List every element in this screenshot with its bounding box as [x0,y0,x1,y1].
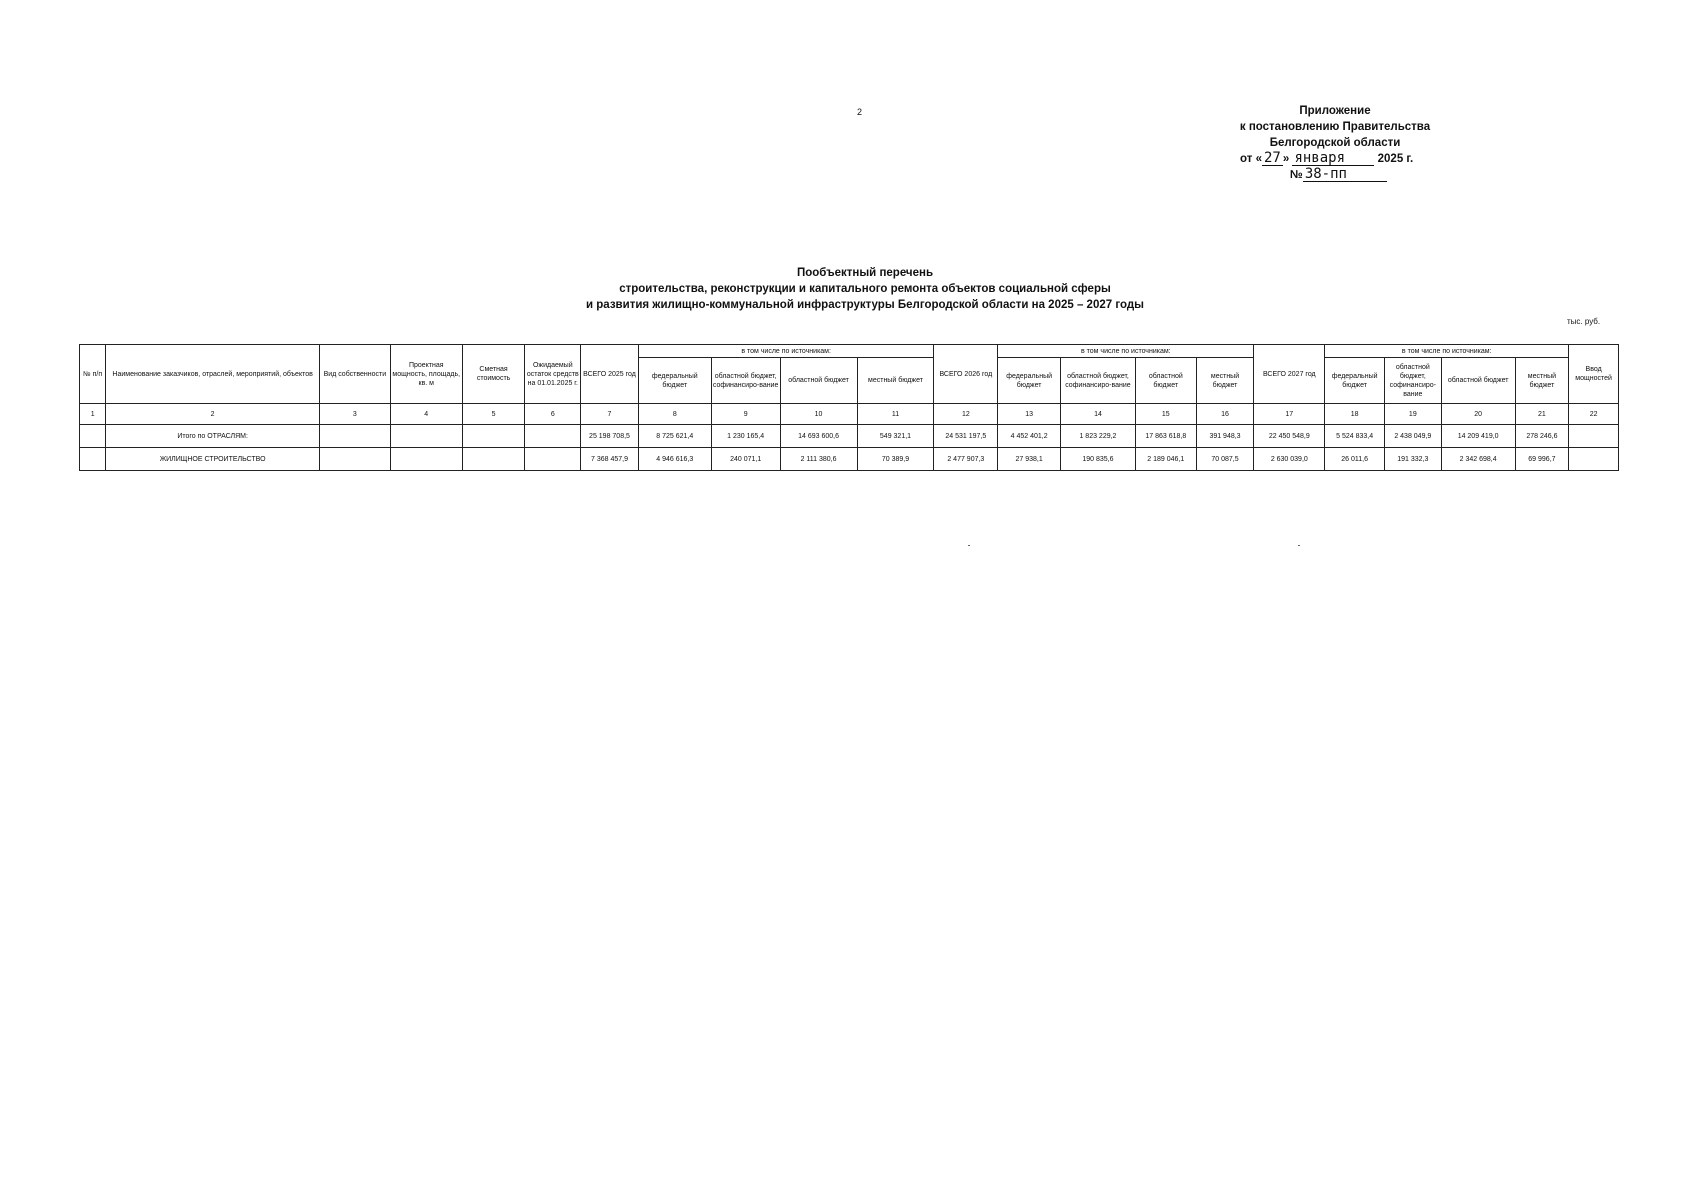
row-regional-2025: 14 693 600,6 [780,425,857,448]
header-ownership: Вид собственности [319,345,390,404]
appendix-line-2: к постановлению Правительства [1239,121,1431,133]
row-total-2027: 2 630 039,0 [1254,448,1325,471]
column-number: 17 [1254,404,1325,425]
header-regional-2027: областной бюджет [1441,358,1515,404]
units-label: тыс. руб. [1567,317,1601,326]
title-line-2: строительства, реконструкции и капитального ремонта объектов социальной сферы [619,283,1111,295]
row-local-2025: 549 321,1 [857,425,934,448]
header-total-2026: ВСЕГО 2026 год [934,345,998,404]
row-cofin-2027: 191 332,3 [1384,448,1441,471]
row-regional-2027: 2 342 698,4 [1441,448,1515,471]
row-name: Итого по ОТРАСЛЯМ: [106,425,320,448]
row-commissioning [1569,425,1619,448]
column-numbers-row [80,404,1619,425]
appendix-date [1230,151,1440,167]
row-num [80,448,106,471]
column-number: 10 [780,404,857,425]
row-local-2026: 391 948,3 [1196,425,1254,448]
row-federal-2026: 4 452 401,2 [998,425,1061,448]
column-number: 1 [80,404,106,425]
projects-table [79,344,1619,471]
row-regional-2026: 2 189 046,1 [1135,448,1196,471]
row-local-2026: 70 087,5 [1196,448,1254,471]
row-cofin-2026: 1 823 229,2 [1061,425,1136,448]
column-number: 15 [1135,404,1196,425]
date-month: января [1292,152,1374,166]
appendix-line-3: Белгородской области [1269,137,1401,149]
row-federal-2026: 27 938,1 [998,448,1061,471]
header-sources-2026: в том числе по источникам: [998,345,1254,358]
column-number: 3 [319,404,390,425]
column-number: 22 [1569,404,1619,425]
column-number: 6 [525,404,581,425]
row-remainder [525,425,581,448]
column-number: 19 [1384,404,1441,425]
row-local-2027: 278 246,6 [1515,425,1569,448]
header-federal-2027: федеральный бюджет [1325,358,1385,404]
table-row [80,448,1619,471]
number-prefix: № [1290,169,1303,181]
row-federal-2027: 26 011,6 [1325,448,1385,471]
row-regional-2027: 14 209 419,0 [1441,425,1515,448]
column-number: 12 [934,404,998,425]
row-num [80,425,106,448]
column-number: 5 [462,404,525,425]
row-local-2025: 70 389,9 [857,448,934,471]
column-number: 8 [638,404,711,425]
row-total-2026: 24 531 197,5 [934,425,998,448]
row-remainder [525,448,581,471]
header-total-2027: ВСЕГО 2027 год [1254,345,1325,404]
row-total-2026: 2 477 907,3 [934,448,998,471]
header-name: Наименование заказчиков, отраслей, мероприятий, объектов [106,345,320,404]
header-estimate: Сметная стоимость [462,345,525,404]
number-value: 38-пп [1303,168,1387,182]
column-number: 7 [581,404,639,425]
row-federal-2025: 4 946 616,3 [638,448,711,471]
appendix-number [1230,167,1440,183]
row-estimate [462,448,525,471]
header-local-2025: местный бюджет [857,358,934,404]
header-remainder: Ожидаемый остаток средств на 01.01.2025 г. [525,345,581,404]
column-number: 11 [857,404,934,425]
row-total-2027: 22 450 548,9 [1254,425,1325,448]
header-cofin-2025: областной бюджет, софинансиро-вание [711,358,780,404]
header-num: № п/п [80,345,106,404]
date-day: 27 [1263,150,1281,166]
column-number: 13 [998,404,1061,425]
row-ownership [319,425,390,448]
date-prefix: от « [1240,153,1262,165]
date-mid: » [1282,153,1290,165]
row-capacity [390,448,462,471]
column-number: 20 [1441,404,1515,425]
column-number: 4 [390,404,462,425]
row-total-2025: 7 368 457,9 [581,448,639,471]
header-cofin-2026: областной бюджет, софинансиро-вание [1061,358,1136,404]
column-number: 16 [1196,404,1254,425]
header-local-2026: местный бюджет [1196,358,1254,404]
row-federal-2027: 5 524 833,4 [1325,425,1385,448]
header-sources-2025: в том числе по источникам: [638,345,934,358]
page-number: 2 [857,107,863,117]
document-title [500,265,1230,313]
header-regional-2026: областной бюджет [1135,358,1196,404]
header-regional-2025: областной бюджет [780,358,857,404]
date-year: 2025 г. [1377,153,1414,165]
row-cofin-2027: 2 438 049,9 [1384,425,1441,448]
header-federal-2026: федеральный бюджет [998,358,1061,404]
column-number: 14 [1061,404,1136,425]
row-name: ЖИЛИЩНОЕ СТРОИТЕЛЬСТВО [106,448,320,471]
header-cofin-2027: областной бюджет, софинансиро-вание [1384,358,1441,404]
row-cofin-2026: 190 835,6 [1061,448,1136,471]
table-row [80,425,1619,448]
row-total-2025: 25 198 708,5 [581,425,639,448]
row-regional-2026: 17 863 618,8 [1135,425,1196,448]
scan-speck [968,545,970,546]
header-sources-2027: в том числе по источникам: [1325,345,1569,358]
row-regional-2025: 2 111 380,6 [780,448,857,471]
row-cofin-2025: 240 071,1 [711,448,780,471]
header-total-2025: ВСЕГО 2025 год [581,345,639,404]
title-line-3: и развития жилищно-коммунальной инфраструктуры Белгородской области на 2025 – 2027 годы [586,299,1144,311]
column-number: 9 [711,404,780,425]
column-number: 2 [106,404,320,425]
header-federal-2025: федеральный бюджет [638,358,711,404]
appendix-block [1230,103,1440,183]
row-cofin-2025: 1 230 165,4 [711,425,780,448]
row-estimate [462,425,525,448]
scan-speck [1298,545,1300,546]
header-local-2027: местный бюджет [1515,358,1569,404]
column-number: 18 [1325,404,1385,425]
row-ownership [319,448,390,471]
header-commissioning: Ввод мощностей [1569,345,1619,404]
column-number: 21 [1515,404,1569,425]
row-federal-2025: 8 725 621,4 [638,425,711,448]
row-local-2027: 69 996,7 [1515,448,1569,471]
title-line-1: Пообъектный перечень [796,267,934,279]
header-capacity: Проектная мощность, площадь, кв. м [390,345,462,404]
row-commissioning [1569,448,1619,471]
appendix-line-1: Приложение [1299,105,1371,117]
row-capacity [390,425,462,448]
